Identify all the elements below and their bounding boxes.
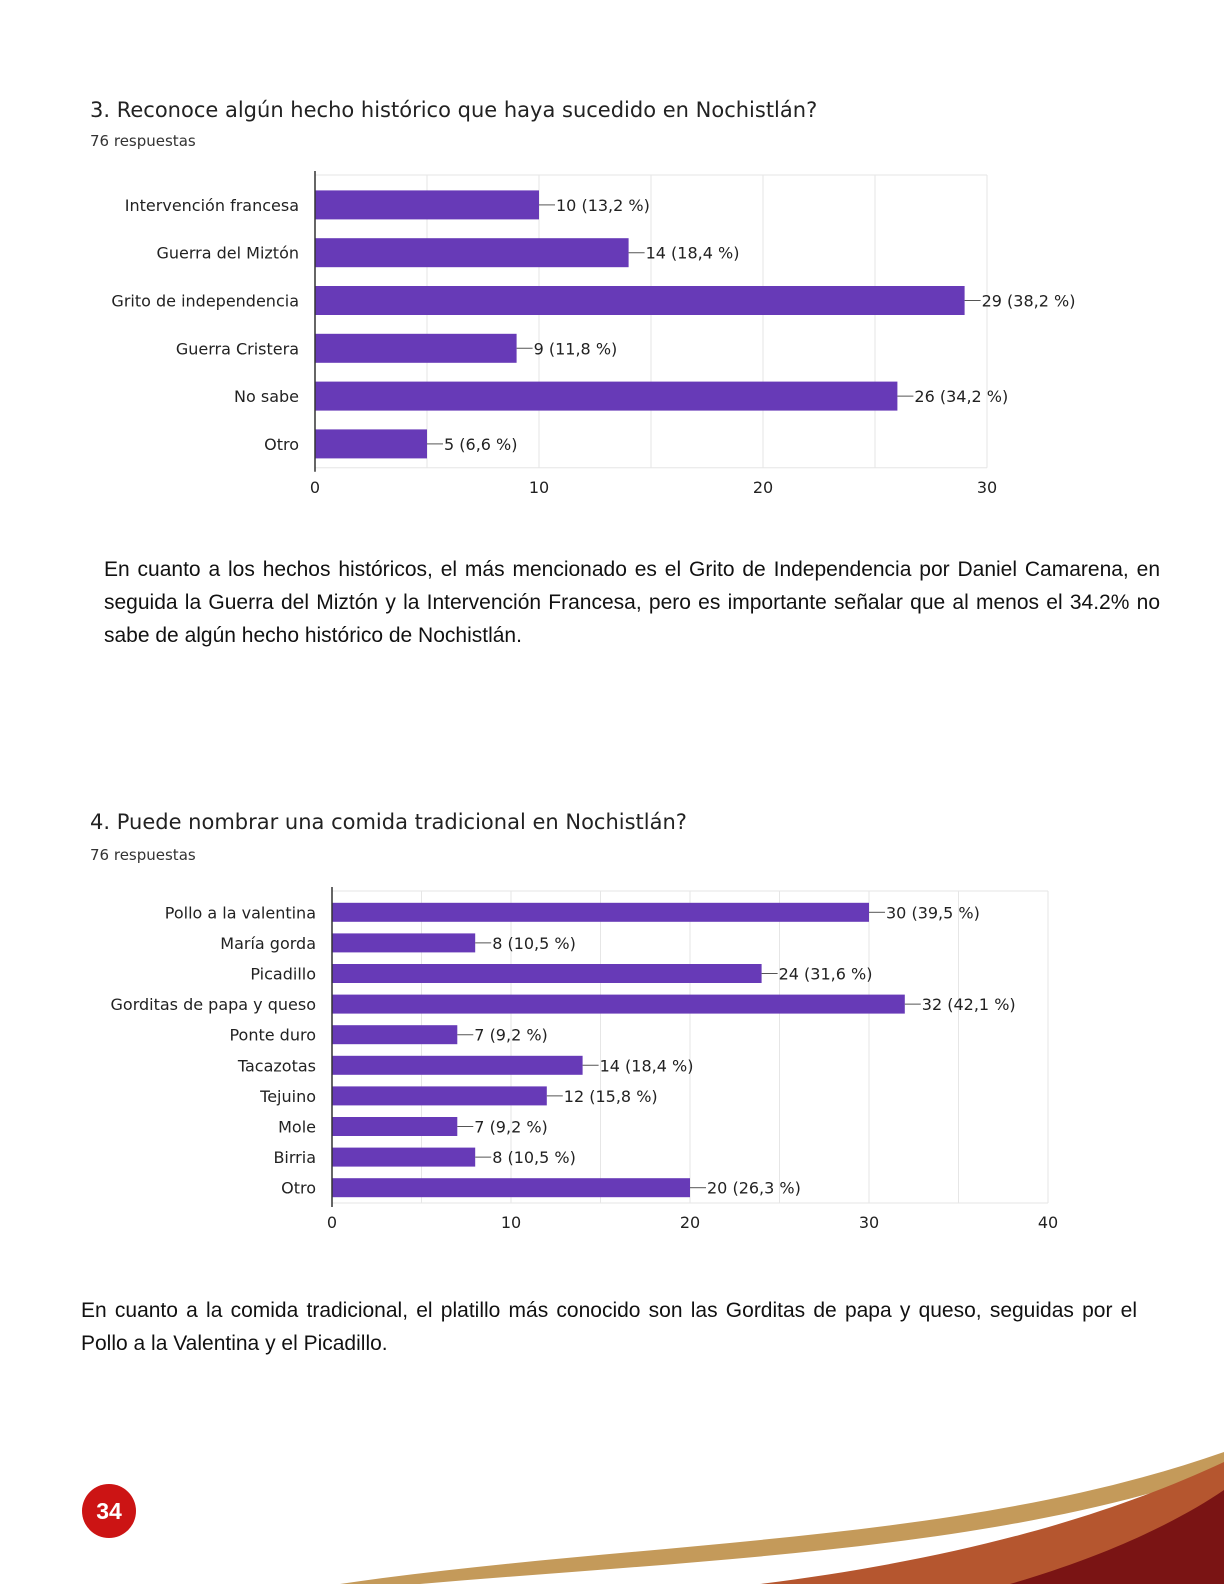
category-label: Intervención francesa bbox=[124, 195, 299, 215]
data-label: 32 (42,1 %) bbox=[921, 995, 1016, 1015]
tick-label: 40 bbox=[1037, 1213, 1059, 1232]
data-label: 9 (11,8 %) bbox=[533, 339, 618, 359]
data-label: 5 (6,6 %) bbox=[444, 434, 518, 454]
tick-label: 10 bbox=[528, 477, 550, 497]
tick-label: 0 bbox=[326, 1213, 338, 1232]
category-label: Pollo a la valentina bbox=[164, 903, 316, 923]
category-label: Grito de independencia bbox=[111, 291, 299, 311]
tick-label: 10 bbox=[500, 1213, 522, 1232]
category-label: Picadillo bbox=[250, 964, 316, 984]
q3-title: 3. Reconoce algún hecho histórico que haya sucedido en Nochistlán? bbox=[90, 98, 818, 122]
category-label: María gorda bbox=[220, 933, 316, 953]
data-label: 20 (26,3 %) bbox=[707, 1178, 801, 1198]
data-label: 8 (10,5 %) bbox=[492, 933, 576, 953]
category-label: No sabe bbox=[234, 387, 299, 407]
data-label: 12 (15,8 %) bbox=[563, 1086, 658, 1106]
category-label: Ponte duro bbox=[229, 1025, 316, 1045]
page-number-badge: 34 bbox=[82, 1484, 136, 1538]
tick-label: 20 bbox=[679, 1213, 701, 1232]
data-label: 14 (18,4 %) bbox=[645, 243, 740, 263]
data-label: 7 (9,2 %) bbox=[474, 1025, 548, 1045]
category-label: Gorditas de papa y queso bbox=[110, 995, 316, 1015]
category-label: Otro bbox=[264, 434, 299, 454]
q3-response-count: 76 respuestas bbox=[90, 132, 196, 150]
category-label: Otro bbox=[281, 1178, 316, 1198]
category-label: Mole bbox=[278, 1117, 316, 1137]
tick-label: 30 bbox=[858, 1213, 880, 1232]
tick-label: 30 bbox=[976, 477, 998, 497]
tick-label: 20 bbox=[752, 477, 774, 497]
data-label: 29 (38,2 %) bbox=[981, 291, 1076, 311]
data-label: 7 (9,2 %) bbox=[474, 1117, 548, 1137]
q4-title: 4. Puede nombrar una comida tradicional en Nochistlán? bbox=[90, 810, 687, 834]
data-label: 30 (39,5 %) bbox=[886, 903, 980, 923]
data-label: 14 (18,4 %) bbox=[599, 1056, 694, 1076]
category-label: Tacazotas bbox=[237, 1056, 316, 1076]
category-label: Guerra Cristera bbox=[175, 339, 299, 359]
paragraph-traditional-food: En cuanto a la comida tradicional, el platillo más conocido son las Gorditas de papa y queso, seguidas por el Pollo a la Valentina y el Picadillo. bbox=[81, 1299, 1137, 1355]
data-label: 24 (31,6 %) bbox=[778, 964, 873, 984]
data-label: 8 (10,5 %) bbox=[492, 1148, 576, 1168]
category-label: Guerra del Miztón bbox=[156, 243, 299, 263]
category-label: Tejuino bbox=[260, 1086, 316, 1106]
data-label: 26 (34,2 %) bbox=[914, 387, 1009, 407]
data-label: 10 (13,2 %) bbox=[556, 195, 650, 215]
paragraph-historic-facts: En cuanto a los hechos históricos, el más mencionado es el Grito de Independencia por Daniel Camarena, en seguida la Guerra del Miztón y la Intervención Francesa, pero es importante señalar que al menos el 34.2% no sabe de algún hecho histórico de Nochistlán. bbox=[104, 558, 1160, 647]
category-label: Birria bbox=[273, 1148, 316, 1168]
q4-response-count: 76 respuestas bbox=[90, 846, 196, 864]
tick-label: 0 bbox=[309, 477, 321, 497]
